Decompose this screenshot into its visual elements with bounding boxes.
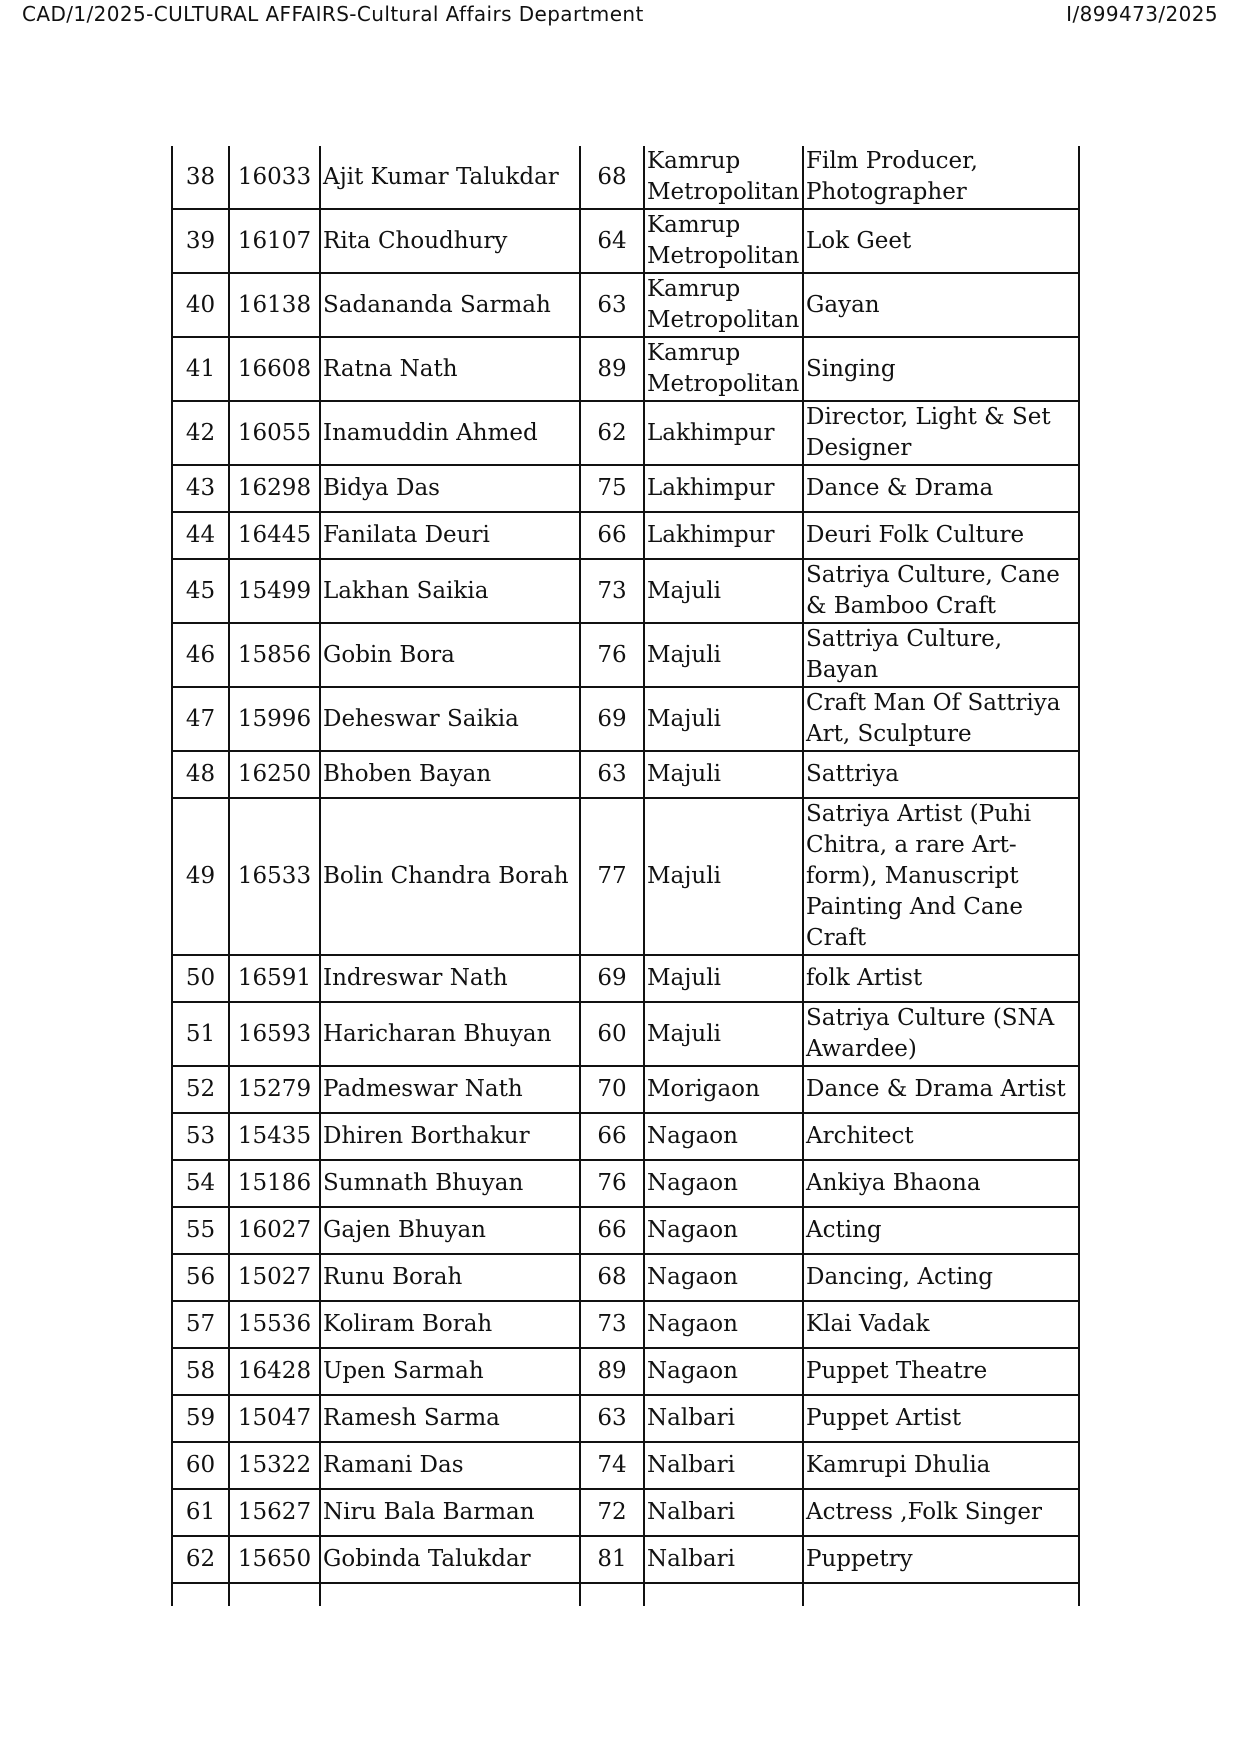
district: Nalbari xyxy=(644,1536,803,1583)
art-field: Ankiya Bhaona xyxy=(803,1160,1079,1207)
art-field: Singing xyxy=(803,337,1079,401)
artist-id: 16055 xyxy=(229,401,320,465)
table-row xyxy=(172,559,1079,623)
art-field: Director, Light & Set Designer xyxy=(803,401,1079,465)
art-field: Deuri Folk Culture xyxy=(803,512,1079,559)
table-row xyxy=(172,955,1079,1002)
art-field: Dancing, Acting xyxy=(803,1254,1079,1301)
art-field: Klai Vadak xyxy=(803,1301,1079,1348)
artist-age: 76 xyxy=(580,623,644,687)
artist-age: 68 xyxy=(580,146,644,209)
table-row xyxy=(172,273,1079,337)
district: Nalbari xyxy=(644,1442,803,1489)
table-row xyxy=(172,1489,1079,1536)
artist-age: 89 xyxy=(580,337,644,401)
serial-number: 53 xyxy=(172,1113,229,1160)
art-field: Craft Man Of Sattriya Art, Sculpture xyxy=(803,687,1079,751)
serial-number: 48 xyxy=(172,751,229,798)
artist-name: Inamuddin Ahmed xyxy=(320,401,580,465)
artist-age: 70 xyxy=(580,1066,644,1113)
artist-name: Deheswar Saikia xyxy=(320,687,580,751)
district: Majuli xyxy=(644,798,803,955)
artist-name: Ratna Nath xyxy=(320,337,580,401)
district: Nagaon xyxy=(644,1207,803,1254)
artist-age: 76 xyxy=(580,1160,644,1207)
district: Kamrup Metropolitan xyxy=(644,337,803,401)
table-row xyxy=(172,465,1079,512)
art-field: Puppetry xyxy=(803,1536,1079,1583)
empty-cell xyxy=(229,1583,320,1606)
artist-id: 16298 xyxy=(229,465,320,512)
serial-number: 57 xyxy=(172,1301,229,1348)
artist-age: 64 xyxy=(580,209,644,273)
district: Majuli xyxy=(644,955,803,1002)
artist-age: 72 xyxy=(580,1489,644,1536)
table-row xyxy=(172,1395,1079,1442)
artist-name: Gobinda Talukdar xyxy=(320,1536,580,1583)
art-field: Acting xyxy=(803,1207,1079,1254)
artist-id: 15499 xyxy=(229,559,320,623)
serial-number: 43 xyxy=(172,465,229,512)
artist-id: 16445 xyxy=(229,512,320,559)
artist-id: 15536 xyxy=(229,1301,320,1348)
art-field: folk Artist xyxy=(803,955,1079,1002)
artist-age: 73 xyxy=(580,559,644,623)
artist-age: 89 xyxy=(580,1348,644,1395)
serial-number: 56 xyxy=(172,1254,229,1301)
artist-id: 15322 xyxy=(229,1442,320,1489)
artist-name: Haricharan Bhuyan xyxy=(320,1002,580,1066)
district: Majuli xyxy=(644,1002,803,1066)
serial-number: 40 xyxy=(172,273,229,337)
serial-number: 51 xyxy=(172,1002,229,1066)
artist-name: Ramesh Sarma xyxy=(320,1395,580,1442)
district: Nagaon xyxy=(644,1113,803,1160)
serial-number: 46 xyxy=(172,623,229,687)
artist-name: Sadananda Sarmah xyxy=(320,273,580,337)
table-row xyxy=(172,401,1079,465)
artist-age: 66 xyxy=(580,512,644,559)
district: Nagaon xyxy=(644,1160,803,1207)
artist-id: 15047 xyxy=(229,1395,320,1442)
artist-name: Runu Borah xyxy=(320,1254,580,1301)
table-row xyxy=(172,1348,1079,1395)
district: Nagaon xyxy=(644,1301,803,1348)
artist-id: 16591 xyxy=(229,955,320,1002)
artist-name: Bhoben Bayan xyxy=(320,751,580,798)
district: Lakhimpur xyxy=(644,401,803,465)
artist-name: Koliram Borah xyxy=(320,1301,580,1348)
district: Nalbari xyxy=(644,1489,803,1536)
artist-id: 16608 xyxy=(229,337,320,401)
artist-id: 15435 xyxy=(229,1113,320,1160)
art-field: Lok Geet xyxy=(803,209,1079,273)
table-row xyxy=(172,687,1079,751)
serial-number: 39 xyxy=(172,209,229,273)
artist-age: 74 xyxy=(580,1442,644,1489)
empty-cell xyxy=(320,1583,580,1606)
artist-name: Gobin Bora xyxy=(320,623,580,687)
artist-id: 16533 xyxy=(229,798,320,955)
document-reference: CAD/1/2025-CULTURAL AFFAIRS-Cultural Affairs Department xyxy=(22,2,644,26)
serial-number: 55 xyxy=(172,1207,229,1254)
table-row xyxy=(172,1301,1079,1348)
district: Nagaon xyxy=(644,1348,803,1395)
artist-age: 75 xyxy=(580,465,644,512)
art-field: Satriya Culture, Cane & Bamboo Craft xyxy=(803,559,1079,623)
artist-id: 16107 xyxy=(229,209,320,273)
table-row xyxy=(172,1160,1079,1207)
artist-age: 69 xyxy=(580,687,644,751)
artist-name: Upen Sarmah xyxy=(320,1348,580,1395)
artist-id: 16033 xyxy=(229,146,320,209)
artist-age: 63 xyxy=(580,273,644,337)
table-row xyxy=(172,1002,1079,1066)
artist-id: 16593 xyxy=(229,1002,320,1066)
artist-age: 68 xyxy=(580,1254,644,1301)
art-field: Kamrupi Dhulia xyxy=(803,1442,1079,1489)
artist-age: 63 xyxy=(580,751,644,798)
artist-id: 15627 xyxy=(229,1489,320,1536)
table-row xyxy=(172,1113,1079,1160)
serial-number: 54 xyxy=(172,1160,229,1207)
serial-number: 59 xyxy=(172,1395,229,1442)
table-row xyxy=(172,1536,1079,1583)
district: Majuli xyxy=(644,687,803,751)
artist-age: 77 xyxy=(580,798,644,955)
table-continuation-row xyxy=(172,1583,1079,1606)
serial-number: 42 xyxy=(172,401,229,465)
art-field: Puppet Theatre xyxy=(803,1348,1079,1395)
artist-age: 73 xyxy=(580,1301,644,1348)
serial-number: 49 xyxy=(172,798,229,955)
district: Kamrup Metropolitan xyxy=(644,209,803,273)
artist-name: Ajit Kumar Talukdar xyxy=(320,146,580,209)
empty-cell xyxy=(644,1583,803,1606)
table-row xyxy=(172,1066,1079,1113)
district: Majuli xyxy=(644,559,803,623)
artist-id: 15279 xyxy=(229,1066,320,1113)
art-field: Gayan xyxy=(803,273,1079,337)
artist-name: Fanilata Deuri xyxy=(320,512,580,559)
artist-age: 66 xyxy=(580,1207,644,1254)
artist-id: 15027 xyxy=(229,1254,320,1301)
serial-number: 38 xyxy=(172,146,229,209)
artist-id: 16027 xyxy=(229,1207,320,1254)
artist-name: Padmeswar Nath xyxy=(320,1066,580,1113)
artist-name: Niru Bala Barman xyxy=(320,1489,580,1536)
artist-table xyxy=(171,146,1080,1606)
district: Morigaon xyxy=(644,1066,803,1113)
serial-number: 50 xyxy=(172,955,229,1002)
artist-name: Lakhan Saikia xyxy=(320,559,580,623)
art-field: Actress ,Folk Singer xyxy=(803,1489,1079,1536)
serial-number: 44 xyxy=(172,512,229,559)
artist-id: 16138 xyxy=(229,273,320,337)
district: Kamrup Metropolitan xyxy=(644,146,803,209)
artist-id: 16428 xyxy=(229,1348,320,1395)
district: Kamrup Metropolitan xyxy=(644,273,803,337)
table-row xyxy=(172,209,1079,273)
art-field: Film Producer, Photographer xyxy=(803,146,1079,209)
artist-id: 16250 xyxy=(229,751,320,798)
artist-age: 62 xyxy=(580,401,644,465)
table-row xyxy=(172,1442,1079,1489)
art-field: Dance & Drama Artist xyxy=(803,1066,1079,1113)
art-field: Sattriya xyxy=(803,751,1079,798)
artist-id: 15856 xyxy=(229,623,320,687)
empty-cell xyxy=(580,1583,644,1606)
serial-number: 62 xyxy=(172,1536,229,1583)
artist-name: Bolin Chandra Borah xyxy=(320,798,580,955)
art-field: Dance & Drama xyxy=(803,465,1079,512)
artist-age: 69 xyxy=(580,955,644,1002)
serial-number: 41 xyxy=(172,337,229,401)
artist-name: Rita Choudhury xyxy=(320,209,580,273)
artist-id: 15996 xyxy=(229,687,320,751)
artist-name: Indreswar Nath xyxy=(320,955,580,1002)
artist-name: Sumnath Bhuyan xyxy=(320,1160,580,1207)
artist-name: Bidya Das xyxy=(320,465,580,512)
table-row xyxy=(172,1254,1079,1301)
artist-age: 63 xyxy=(580,1395,644,1442)
serial-number: 58 xyxy=(172,1348,229,1395)
empty-cell xyxy=(803,1583,1079,1606)
district: Lakhimpur xyxy=(644,512,803,559)
artist-id: 15186 xyxy=(229,1160,320,1207)
table-row xyxy=(172,798,1079,955)
district: Majuli xyxy=(644,623,803,687)
table-row xyxy=(172,337,1079,401)
artist-name: Ramani Das xyxy=(320,1442,580,1489)
serial-number: 47 xyxy=(172,687,229,751)
artist-name: Dhiren Borthakur xyxy=(320,1113,580,1160)
serial-number: 52 xyxy=(172,1066,229,1113)
district: Majuli xyxy=(644,751,803,798)
art-field: Sattriya Culture, Bayan xyxy=(803,623,1079,687)
artist-id: 15650 xyxy=(229,1536,320,1583)
artist-age: 66 xyxy=(580,1113,644,1160)
table-row xyxy=(172,512,1079,559)
artist-name: Gajen Bhuyan xyxy=(320,1207,580,1254)
artist-age: 60 xyxy=(580,1002,644,1066)
serial-number: 45 xyxy=(172,559,229,623)
art-field: Puppet Artist xyxy=(803,1395,1079,1442)
artist-age: 81 xyxy=(580,1536,644,1583)
district: Nagaon xyxy=(644,1254,803,1301)
table-row xyxy=(172,751,1079,798)
document-number: I/899473/2025 xyxy=(1066,2,1218,26)
art-field: Architect xyxy=(803,1113,1079,1160)
art-field: Satriya Culture (SNA Awardee) xyxy=(803,1002,1079,1066)
table-row xyxy=(172,1207,1079,1254)
district: Nalbari xyxy=(644,1395,803,1442)
serial-number: 60 xyxy=(172,1442,229,1489)
table-row xyxy=(172,623,1079,687)
serial-number: 61 xyxy=(172,1489,229,1536)
art-field: Satriya Artist (Puhi Chitra, a rare Art-form), Manuscript Painting And Cane Craft xyxy=(803,798,1079,955)
table-row xyxy=(172,146,1079,209)
district: Lakhimpur xyxy=(644,465,803,512)
empty-cell xyxy=(172,1583,229,1606)
